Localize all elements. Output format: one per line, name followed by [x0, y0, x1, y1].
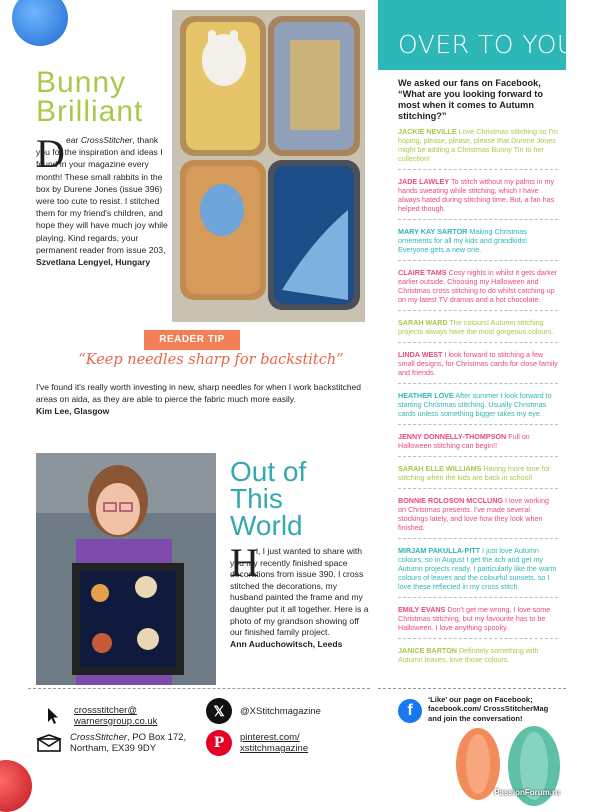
panel-intro: We asked our fans on Facebook, “What are you looking forward to most when it comes to Autumn stitching?” [398, 78, 543, 121]
fan-comment [398, 388, 558, 425]
fan-name: CLAIRE TAMS [398, 268, 447, 277]
cursor-icon [40, 703, 66, 729]
fan-text: The colours! Autumn stitching projects always have the most gorgeous colours. [398, 318, 554, 336]
fan-name: JENNY DONNELLY-THOMPSON [398, 432, 507, 441]
bunny-tins-photo [172, 10, 365, 322]
fan-name: HEATHER LOVE [398, 391, 454, 400]
fan-name: SARAH WARD [398, 318, 448, 327]
reader-tip-badge: READER TIP [144, 330, 240, 350]
fan-comment [398, 643, 558, 670]
facebook-text: ‘Like’ our page on Facebook; facebook.com/ CrossStitcherMag and join the conversation! [428, 695, 549, 723]
email-line2[interactable]: warnersgroup.co.uk [74, 716, 158, 727]
pinterest-contact[interactable]: P pinterest.com/ xstitchmagazine [206, 730, 308, 756]
reader-tip-quote: “Keep needles sharp for backstitch” [78, 352, 344, 368]
fan-name: LINDA WEST [398, 350, 443, 359]
reader-tip-body: I've found it's really worth investing in new, sharp needles for when I work backstitched areas on aida, as they are able to pierce the fabric much more easily. Kim Lee, Glasgow [36, 382, 366, 417]
envelope-icon [36, 730, 62, 756]
fan-text: Don't get me wrong, I love some Christmas stitching, but my favourite has to be Halloween. I love anything spooky. [398, 605, 551, 632]
facebook-logo-icon: f [398, 699, 422, 723]
fan-name: JACKIE NEVILLE [398, 127, 457, 136]
fan-name: MIRJAM PAKULLA-PITT [398, 546, 481, 555]
fan-comment [398, 224, 558, 261]
fan-text: Cosy nights in whilst it gets darker earlier outside. Choosing my Halloween and Christmas cross stitching to do whilst catching up on my latest TV dramas and a hot chocolate. [398, 268, 558, 304]
blue-button-decoration [12, 0, 68, 46]
fan-comment [398, 543, 558, 598]
bunny-signature: Szvetlana Lengyel, Hungary [36, 257, 151, 268]
fan-comment [398, 174, 558, 220]
fan-comment [398, 347, 558, 384]
fan-comment [398, 124, 558, 170]
fan-comment [398, 602, 558, 639]
bunny-brilliant-title: Bunny Brilliant [36, 66, 144, 128]
fan-name: EMILY EVANS [398, 605, 446, 614]
bunny-letter-body: ear CrossStitcher, thank you for the inspiration and ideas I found in your magazine every month! These small rabbits in the box by Durene Jones (issue 396) were too cute to resist. I stitched them for my friend's children, and hope they will have much joy while playing. Kind regards, your permanent reader from issue 203, Szvetlana Lengyel, Hungary [36, 134, 174, 268]
fan-text: Definitely something with Autumn leaves, love those colours. [398, 646, 539, 664]
fan-text: I look forward to stitching a few small designs, for Christmas cards for close family and friends. [398, 350, 558, 377]
world-letter-body: i, I just wanted to share with you my recently finished space decorations from issue 390. I cross stitched the decorations, my husband painted the frame and my daughter put it all together. Here is a photo of my grandson showing off our finished family project. Ann Auduchowitsch, Leeds [230, 546, 369, 649]
fan-comment [398, 265, 558, 311]
fan-text: Having more time for stitching when the kids are back in school! [398, 464, 551, 482]
fan-name: SARAH ELLE WILLIAMS [398, 464, 482, 473]
girl-frame-photo [36, 453, 216, 685]
fan-name: MARY KAY SARTOR [398, 227, 468, 236]
fan-text: I love working on Christmas presents. I've made several stockings lately, and love how they look when finished. [398, 496, 549, 532]
fan-comment [398, 315, 558, 343]
x-logo-icon: 𝕏 [206, 698, 232, 724]
panel-title: OVER TO YOU... [398, 30, 601, 59]
fan-name: JADE LAWLEY [398, 177, 450, 186]
fan-text: I just love Autumn colours, so in August I get the itch and get my Autumn projects ready. I particularly like the warm colours of leaves and the colourful sunsets, so I love these reflected in my cross stitch. [398, 546, 557, 591]
fan-comment [398, 461, 558, 489]
bunny-dropcap: D [36, 131, 65, 176]
fan-comment [398, 493, 558, 539]
facebook-promo[interactable] [398, 695, 563, 723]
fan-text: To stitch without my palms in my hands sweating while stitching, which I have always hated during stitching time. But, a fan has helped though. [398, 177, 555, 213]
fan-comment [398, 429, 558, 457]
reader-tip-signature: Kim Lee, Glasgow [36, 405, 110, 416]
watermark: PassionForum.ru [494, 788, 560, 797]
fan-text: After summer I look forward to starting Christmas stitching. Usually Christmas cards unless something bigger takes my eye. [398, 391, 552, 418]
contacts-divider [28, 688, 370, 689]
red-button-decoration [0, 760, 32, 812]
fan-name: BONNIE ROLOSON MCCLUNG [398, 496, 504, 505]
panel-divider [378, 688, 566, 689]
postal-contact: CrossStitcher, PO Box 172, Northam, EX39 9DY [36, 730, 186, 756]
email-contact[interactable] [40, 703, 157, 729]
fan-name: JANICE BARTON [398, 646, 457, 655]
world-signature: Ann Auduchowitsch, Leeds [230, 638, 343, 649]
fan-text: Full on Halloween stitching can begin!! [398, 432, 530, 450]
pinterest-logo-icon: P [206, 730, 232, 756]
fan-comments-list [398, 124, 558, 674]
fan-text: Love Christmas stitching so I'm hoping, please, please, please that Durene Jones might be adding a Christmas Bunny Tin to her collection! [398, 127, 558, 163]
fan-text: Making Christmas ornements for all my kids and grandkids! Everyone gets a new one. [398, 227, 528, 254]
x-handle[interactable]: @XStitchmagazine [240, 705, 321, 717]
email-line1[interactable]: crossstitcher@ [74, 705, 137, 716]
x-contact[interactable] [206, 698, 321, 724]
world-dropcap: H [230, 540, 259, 585]
out-of-this-world-title: Out of This World [230, 456, 307, 541]
